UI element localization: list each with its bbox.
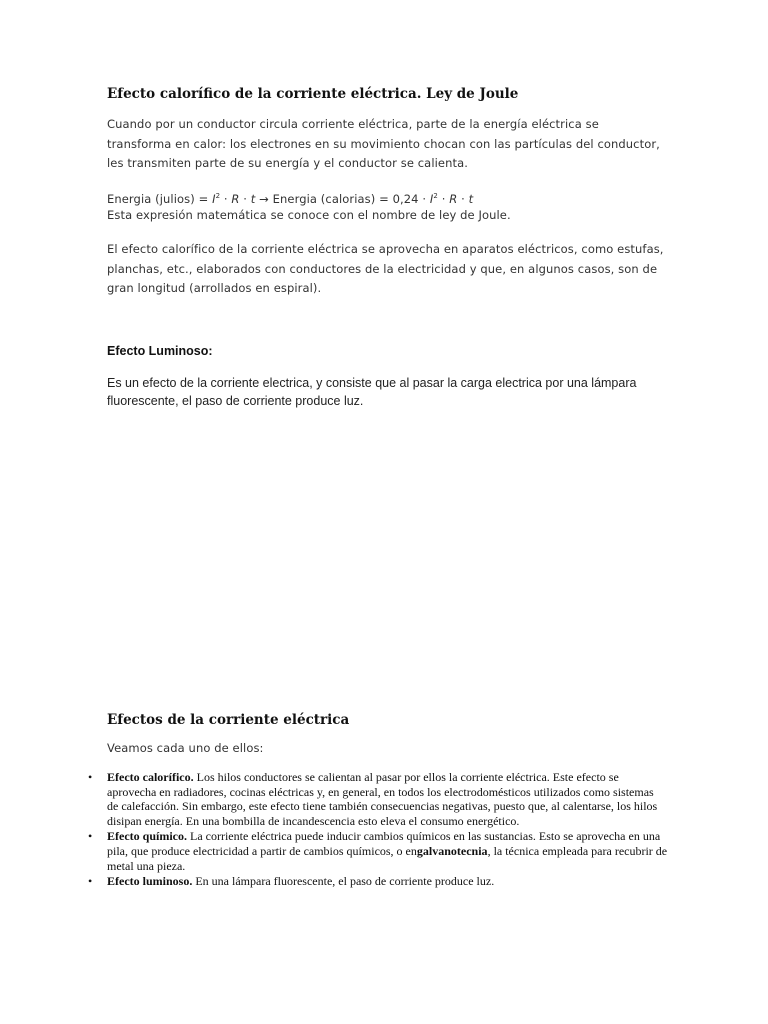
formula-dot: · [437,191,450,206]
formula-note: Esta expresión matemática se conoce con el nombre de ley de Joule. [107,208,511,222]
section-title-joule: Efecto calorífico de la corriente eléctrica. Ley de Joule [107,86,519,102]
list-item-term-galvanotecnia: galvanotecnia [416,843,488,858]
section-title-efectos: Efectos de la corriente eléctrica [107,712,350,728]
list-item [88,874,668,889]
paragraph-luminoso: Es un efecto de la corriente electrica, y consiste que al pasar la carga electrica por una lámpara fluorescente, el paso de corriente produce luz. [107,376,637,408]
list-item [88,829,668,873]
list-item-term: Efecto luminoso. [107,874,193,889]
formula-dot: · [457,191,469,206]
bullet: • [88,770,93,784]
bullet: • [88,874,93,889]
list-item-term: Efecto calorífico. [107,770,194,784]
bullet: • [88,829,93,844]
efectos-list [88,770,668,890]
efectos-intro: Veamos cada uno de ellos: [107,741,264,755]
formula-resistance: R [231,191,240,206]
formula-left-label: Energia (julios) = [107,191,213,206]
formula-current: I [429,191,434,206]
list-item [88,770,668,828]
formula-dot: · [220,191,232,206]
formula-exponent: 2 [433,192,438,200]
paragraph-joule-uses: El efecto calorífico de la corriente eléctrica se aprovecha en aparatos eléctricos, como estufas, planchas, etc., elaborados con conductores de la electricidad y que, en algunos casos, son de gran longitud (arrollados en espiral). [107,242,664,295]
formula-resistance: R [449,191,458,206]
formula-current: I [212,191,216,206]
formula-dot: · [239,191,251,206]
list-item-text: , la técnica empleada para recubrir de metal una pieza. [107,843,668,873]
list-item-text: Los hilos conductores se calientan al pasar por ellos la corriente eléctrica. Este efecto se aprovecha en radiadores, cocinas eléctricas y, en general, en todos los electrodomésticos utilizados como sistemas de calefacción. Sin embargo, este efecto tiene también consecuencias negativas, puesto que, al calentarse, los hilos disipan energía. En una bombilla de incandescencia esto eleva el consumo energético. [107,770,658,828]
formula-time: t [468,191,474,206]
formula-time: t [250,191,256,206]
formula-exponent: 2 [215,192,221,200]
section-title-luminoso: Efecto Luminoso: [107,344,213,358]
list-item-text: La corriente eléctrica puede inducir cambios químicos en las sustancias. Esto se aprovecha en una pila, que produce electricidad a partir de cambios químicos, o en [107,829,661,858]
formula-arrow: → Energia (calorias) = 0,24 · [255,191,430,206]
list-item-term: Efecto químico. [107,829,187,844]
list-item-text: En una lámpara fluorescente, el paso de corriente produce luz. [192,874,495,889]
paragraph-joule-intro: Cuando por un conductor circula corriente eléctrica, parte de la energía eléctrica se transforma en calor: los electrones en su movimiento chocan con las partículas del conductor, les transmiten parte de su energía y el conductor se calienta. [107,117,660,170]
